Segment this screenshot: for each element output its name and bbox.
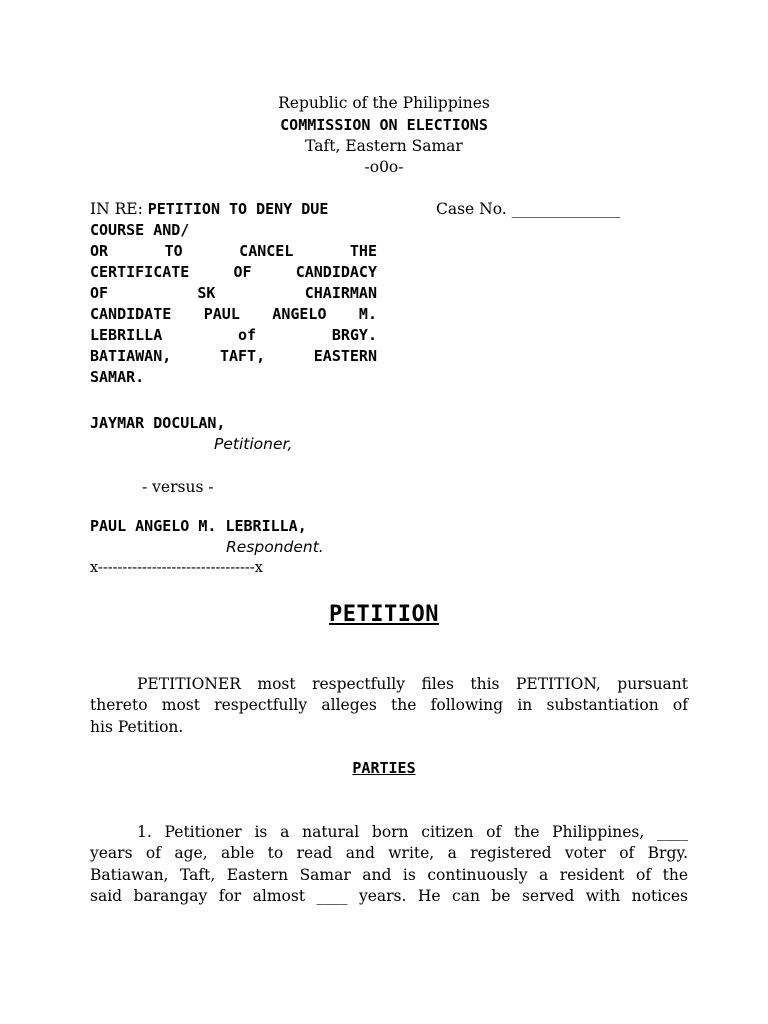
in-re-line-5: OF SK CHAIRMAN xyxy=(90,284,377,302)
respondent-name: PAUL ANGELO M. LEBRILLA, xyxy=(90,517,307,535)
in-re-line-1 xyxy=(90,199,377,220)
section-heading-parties: PARTIES xyxy=(352,759,416,777)
in-re-line-2: COURSE AND/ xyxy=(90,221,190,239)
in-re-caption xyxy=(90,199,377,388)
republic-line: Republic of the Philippines xyxy=(278,94,490,112)
intro-paragraph xyxy=(90,674,688,738)
paragraph-1 xyxy=(90,822,688,907)
location-line: Taft, Eastern Samar xyxy=(305,137,463,155)
commission-line: COMMISSION ON ELECTIONS xyxy=(280,116,488,134)
ornament: -o0o- xyxy=(364,158,404,176)
intro-line-1: PETITIONER most respectfully files this PETITION, pursuant xyxy=(137,675,688,693)
para1-line-2: years of age, able to read and write, a registered voter of Brgy. xyxy=(90,844,688,863)
in-re-text: PETITION TO DENY DUE xyxy=(147,200,329,218)
para1-line-4: said barangay for almost ____ years. He can be served with notices xyxy=(90,886,688,905)
para1-line-3: Batiawan, Taft, Eastern Samar and is continuously a resident of the xyxy=(90,865,688,884)
in-re-line-3: OR TO CANCEL THE xyxy=(90,242,377,260)
petitioner-name: JAYMAR DOCULAN, xyxy=(90,414,226,432)
in-re-line-4: CERTIFICATE OF CANDIDACY xyxy=(90,263,377,281)
respondent-role: Respondent. xyxy=(226,538,324,556)
case-number-field: Case No. ______________ xyxy=(436,200,621,218)
in-re-line-7: LEBRILLA of BRGY. xyxy=(90,326,377,344)
in-re-line-6: CANDIDATE PAUL ANGELO M. xyxy=(90,305,377,323)
para1-line-1: 1. Petitioner is a natural born citizen of the Philippines, ____ xyxy=(137,823,688,841)
intro-line-2: thereto most respectfully alleges the following in substantiation of xyxy=(90,696,688,715)
in-re-prefix: IN RE: xyxy=(90,200,148,218)
versus-label: - versus - xyxy=(142,478,214,496)
petitioner-role: Petitioner, xyxy=(214,435,293,453)
in-re-line-8: BATIAWAN, TAFT, EASTERN xyxy=(90,347,377,365)
intro-line-3: his Petition. xyxy=(90,717,184,736)
caption-separator: x--------------------------------x xyxy=(90,560,263,576)
in-re-line-9: SAMAR. xyxy=(90,368,145,386)
document-title: PETITION xyxy=(329,602,439,627)
